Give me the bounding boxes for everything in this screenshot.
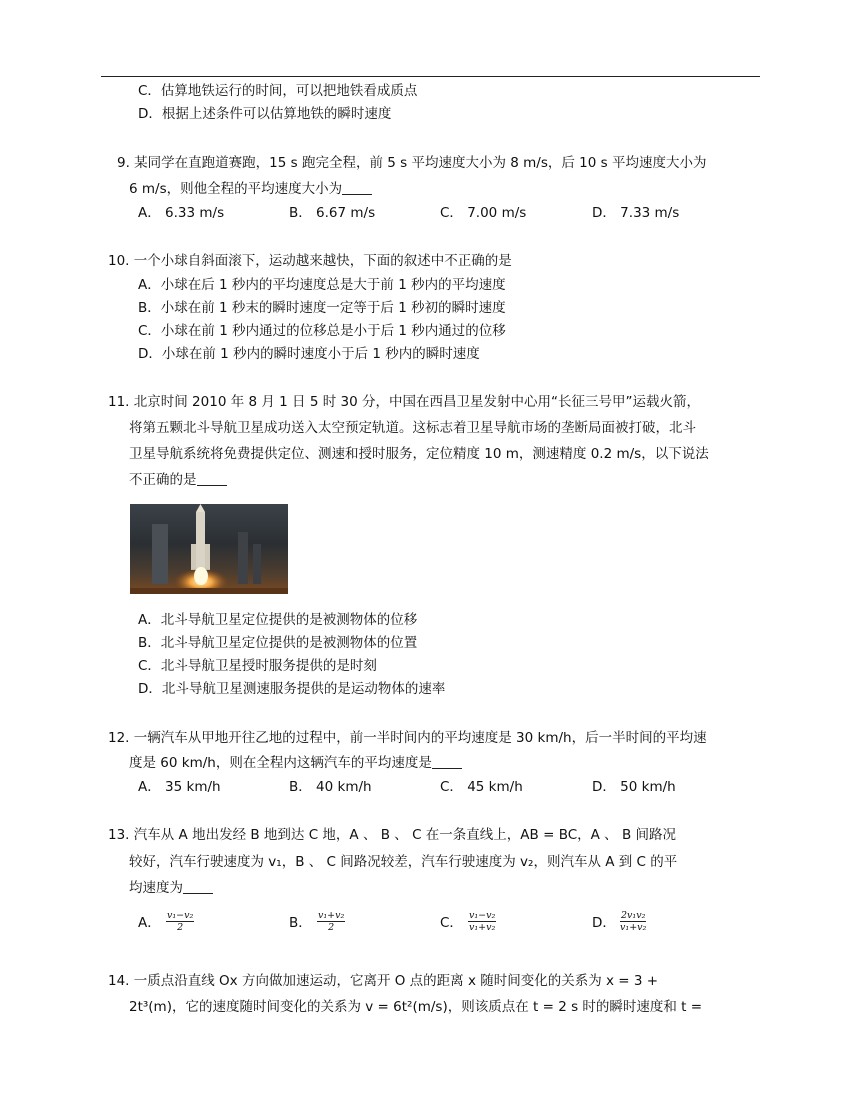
- fraction-numerator: v₁−v₂: [469, 910, 496, 921]
- answer-blank: [183, 879, 213, 894]
- q9-option-b: B． 6.67 m/s: [289, 205, 376, 221]
- fraction-denominator: 2: [328, 922, 335, 933]
- q13-stem-line1: 13. 汽车从 A 地出发经 B 地到达 C 地，A 、 B 、 C 在一条直线上，AB = BC，A 、 B 间路况: [108, 827, 677, 843]
- q11-option-b: B．北斗导航卫星定位提供的是被测物体的位置: [138, 635, 418, 651]
- q11-stem-line1: 11. 北京时间 2010 年 8 月 1 日 5 时 30 分，中国在西昌卫星发射中心用“长征三号甲”运载火箭，: [108, 394, 700, 410]
- answer-blank: [342, 180, 372, 195]
- q11-option-d: D．北斗导航卫星测速服务提供的是运动物体的速率: [138, 681, 446, 697]
- answer-blank: [197, 471, 227, 486]
- header-rule: [101, 76, 760, 77]
- q11-stem-line3: 卫星导航系统将免费提供定位、测速和授时服务，定位精度 10 m，测速精度 0.2 m/s，以下说法: [129, 446, 709, 462]
- q13-option-b-fraction: [317, 910, 345, 933]
- q12-option-c: C． 45 km/h: [440, 779, 523, 795]
- answer-blank: [432, 754, 462, 769]
- q9-stem-line2: 6 m/s，则他全程的平均速度大小为: [129, 180, 372, 198]
- rocket-launch-photo: [130, 504, 288, 594]
- fraction-numerator: v₁−v₂: [167, 910, 194, 921]
- q10-option-a: A．小球在后 1 秒内的平均速度总是大于前 1 秒内的平均速度: [138, 277, 506, 293]
- q11-stem-line4: 不正确的是: [129, 471, 227, 489]
- q11-stem-line2: 将第五颗北斗导航卫星成功送入太空预定轨道。这标志着卫星导航市场的垄断局面被打破，北斗: [129, 420, 696, 436]
- q12-stem-line2: 度是 60 km/h，则在全程内这辆汽车的平均速度是: [129, 754, 462, 772]
- q11-option-c: C．北斗导航卫星授时服务提供的是时刻: [138, 658, 377, 674]
- q9-option-c: C． 7.00 m/s: [440, 205, 527, 221]
- q11-option-a: A．北斗导航卫星定位提供的是被测物体的位移: [138, 612, 418, 628]
- fraction-denominator: v₁+v₂: [620, 922, 647, 933]
- q9-stem-line1: 9. 某同学在直跑道赛跑，15 s 跑完全程，前 5 s 平均速度大小为 8 m/s，后 10 s 平均速度大小为: [117, 155, 707, 171]
- q13-option-d-label: D．: [592, 915, 616, 931]
- q10-option-b: B．小球在前 1 秒末的瞬时速度一定等于后 1 秒初的瞬时速度: [138, 300, 506, 316]
- fraction-numerator: 2v₁v₂: [621, 910, 646, 921]
- prev-option-c: C．估算地铁运行的时间，可以把地铁看成质点: [138, 83, 418, 99]
- fraction-denominator: 2: [177, 922, 184, 933]
- fraction-denominator: v₁+v₂: [469, 922, 496, 933]
- q10-stem: 10. 一个小球自斜面滚下，运动越来越快，下面的叙述中不正确的是: [108, 253, 512, 269]
- q13-option-c-label: C．: [440, 915, 463, 931]
- q12-option-b: B． 40 km/h: [289, 779, 372, 795]
- q13-option-a-label: A．: [138, 915, 161, 931]
- q13-option-c-fraction: [468, 910, 496, 933]
- q13-stem-line3: 均速度为: [129, 879, 213, 897]
- q13-option-a-fraction: [166, 910, 194, 933]
- q12-option-a: A． 35 km/h: [138, 779, 221, 795]
- q10-option-d: D．小球在前 1 秒内的瞬时速度小于后 1 秒内的瞬时速度: [138, 346, 480, 362]
- q13-option-d-fraction: [620, 910, 646, 933]
- q10-option-c: C．小球在前 1 秒内通过的位移总是小于后 1 秒内通过的位移: [138, 323, 506, 339]
- q13-stem-line2: 较好，汽车行驶速度为 v₁，B 、 C 间路况较差，汽车行驶速度为 v₂，则汽车从 A 到 C 的平: [129, 854, 678, 870]
- q9-option-d: D． 7.33 m/s: [592, 205, 680, 221]
- q12-option-d: D． 50 km/h: [592, 779, 676, 795]
- q14-stem-line1: 14. 一质点沿直线 Ox 方向做加速运动，它离开 O 点的距离 x 随时间变化的关系为 x = 3 +: [108, 973, 659, 989]
- q12-stem-line1: 12. 一辆汽车从甲地开往乙地的过程中，前一半时间内的平均速度是 30 km/h，后一半时间的平均速: [108, 730, 707, 746]
- q14-stem-line2: 2t³(m)，它的速度随时间变化的关系为 v = 6t²(m/s)，则该质点在 t = 2 s 时的瞬时速度和 t =: [129, 999, 703, 1015]
- q13-option-b-label: B．: [289, 915, 312, 931]
- rocket-illustration: [130, 504, 288, 594]
- q9-option-a: A． 6.33 m/s: [138, 205, 225, 221]
- fraction-numerator: v₁+v₂: [318, 910, 345, 921]
- prev-option-d: D．根据上述条件可以估算地铁的瞬时速度: [138, 106, 392, 122]
